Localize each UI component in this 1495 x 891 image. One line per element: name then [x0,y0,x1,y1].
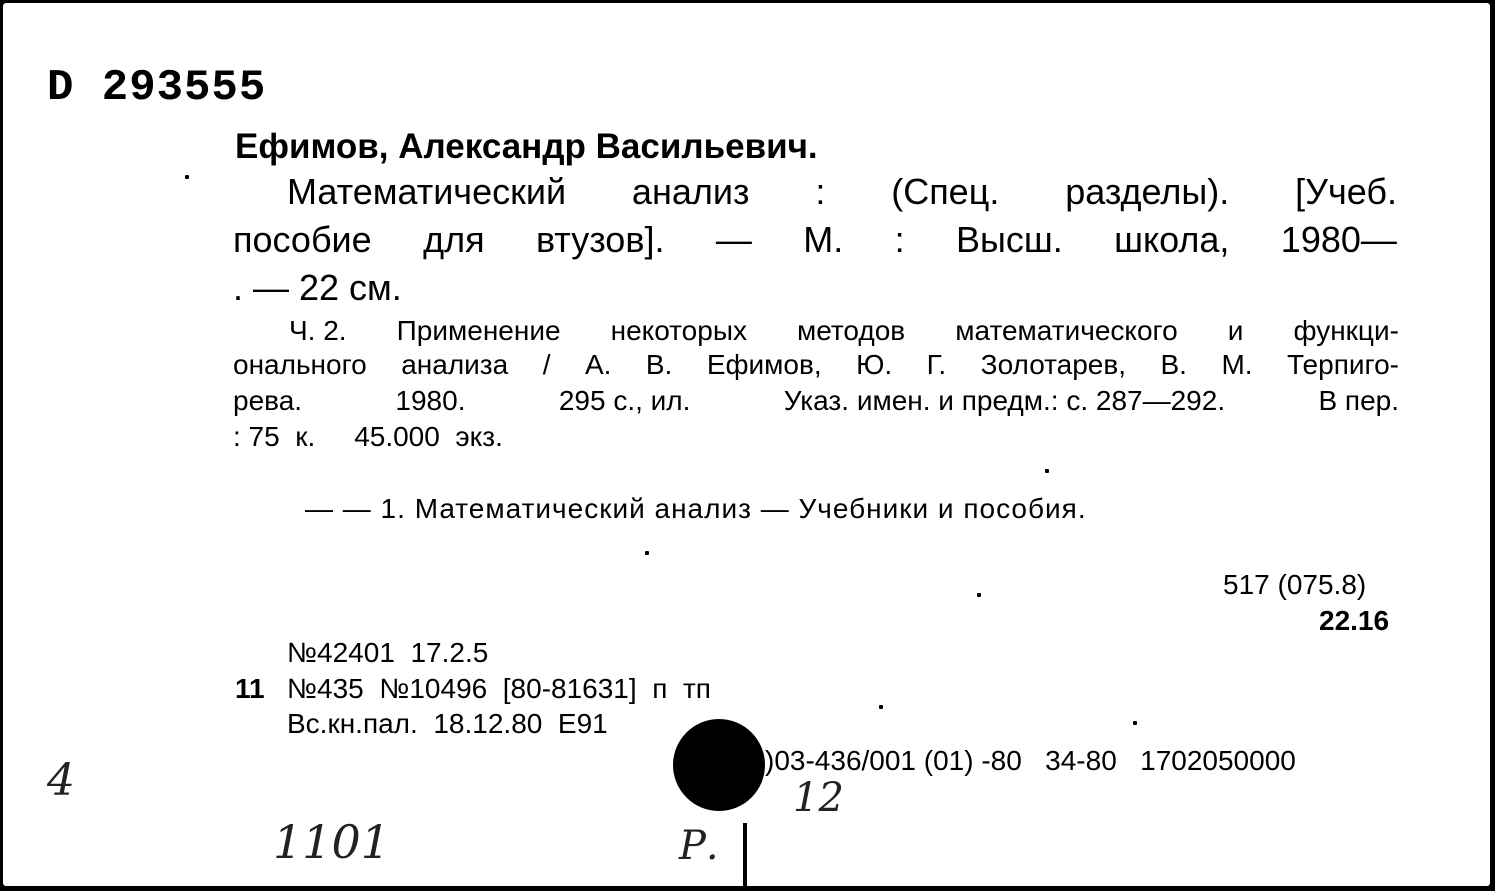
title-word: пособие [233,219,372,260]
title-word: Высш. [955,219,1063,260]
title-line-2 [233,219,1397,261]
bbk-code: 22.16 [1319,605,1390,636]
title-word: — [715,219,752,260]
handwritten-middle-number: 12 [793,775,844,821]
speck [645,551,649,555]
speck [879,705,883,709]
part-segment: В пер. [1318,385,1399,416]
part-word: В. [1160,349,1187,380]
speck [1133,721,1137,725]
handwritten-bottom-number: 1101 [273,815,391,869]
title-word: 1980— [1280,219,1397,260]
part-word: онального [233,349,367,380]
part-word: математического [955,315,1178,346]
title-word: (Спец. [891,171,1000,212]
title-word: школа, [1114,219,1230,260]
part-segment: рева. [233,385,303,416]
accession-line-1: №42401 17.2.5 [287,637,489,668]
title-word: [Учеб. [1295,171,1397,212]
part-word: некоторых [610,315,747,346]
part-line-2 [233,349,1399,381]
punch-hole [673,719,765,811]
part-word: В. [645,349,673,380]
handwritten-left-number: 4 [47,755,75,806]
part-segment: 1980. [395,385,466,416]
title-line-1 [287,171,1397,213]
part-word: Золотарев, [980,349,1127,380]
part-word: Терпиго- [1287,349,1399,380]
title-word: для [423,219,485,260]
accession-line-3: Вс.кн.пал. 18.12.80 Е91 [287,708,608,739]
part-line-1 [289,315,1399,347]
margin-rule [743,823,747,886]
part-word: Ч. 2. [289,315,347,346]
call-number: D 293555 [47,63,267,113]
part-word: / [542,349,551,380]
publisher-code-line: )03-436/001 (01) -80 34-80 1702050000 [765,745,1296,776]
part-line-3 [233,385,1399,417]
part-word: Г. [926,349,947,380]
part-word: М. [1221,349,1253,380]
handwritten-mark: Р. [679,823,719,869]
accession-prefix: 11 [235,673,265,704]
part-word: и [1227,315,1244,346]
title-word: втузов]. [535,219,665,260]
part-word: методов [797,315,906,346]
part-segment: 295 с., ил. [558,385,691,416]
part-word: анализа [401,349,509,380]
author-heading: Ефимов, Александр Васильевич. [235,127,818,166]
part-line-4: : 75 к. 45.000 экз. [233,421,503,452]
part-word: функци- [1293,315,1399,346]
speck [977,593,981,597]
speck [1045,469,1049,473]
title-line-3: . — 22 см. [233,267,402,308]
title-word: : [815,171,826,212]
catalog-card [3,3,1490,886]
title-word: Математический [287,171,567,212]
accession-line-2: №435 №10496 [80-81631] п тп [287,673,711,704]
title-word: анализ [631,171,750,212]
title-word: разделы). [1065,171,1230,212]
part-word: Ю. [856,349,893,380]
part-segment: Указ. имен. и предм.: с. 287—292. [783,385,1226,416]
part-word: Ефимов, [706,349,822,380]
speck [185,175,189,179]
subject-heading: — — 1. Математический анализ — Учебники и пособия. [305,493,1087,524]
udc-code: 517 (075.8) [1223,569,1367,600]
part-word: А. [584,349,612,380]
title-word: : [894,219,905,260]
part-word: Применение [396,315,561,346]
title-word: М. [803,219,844,260]
